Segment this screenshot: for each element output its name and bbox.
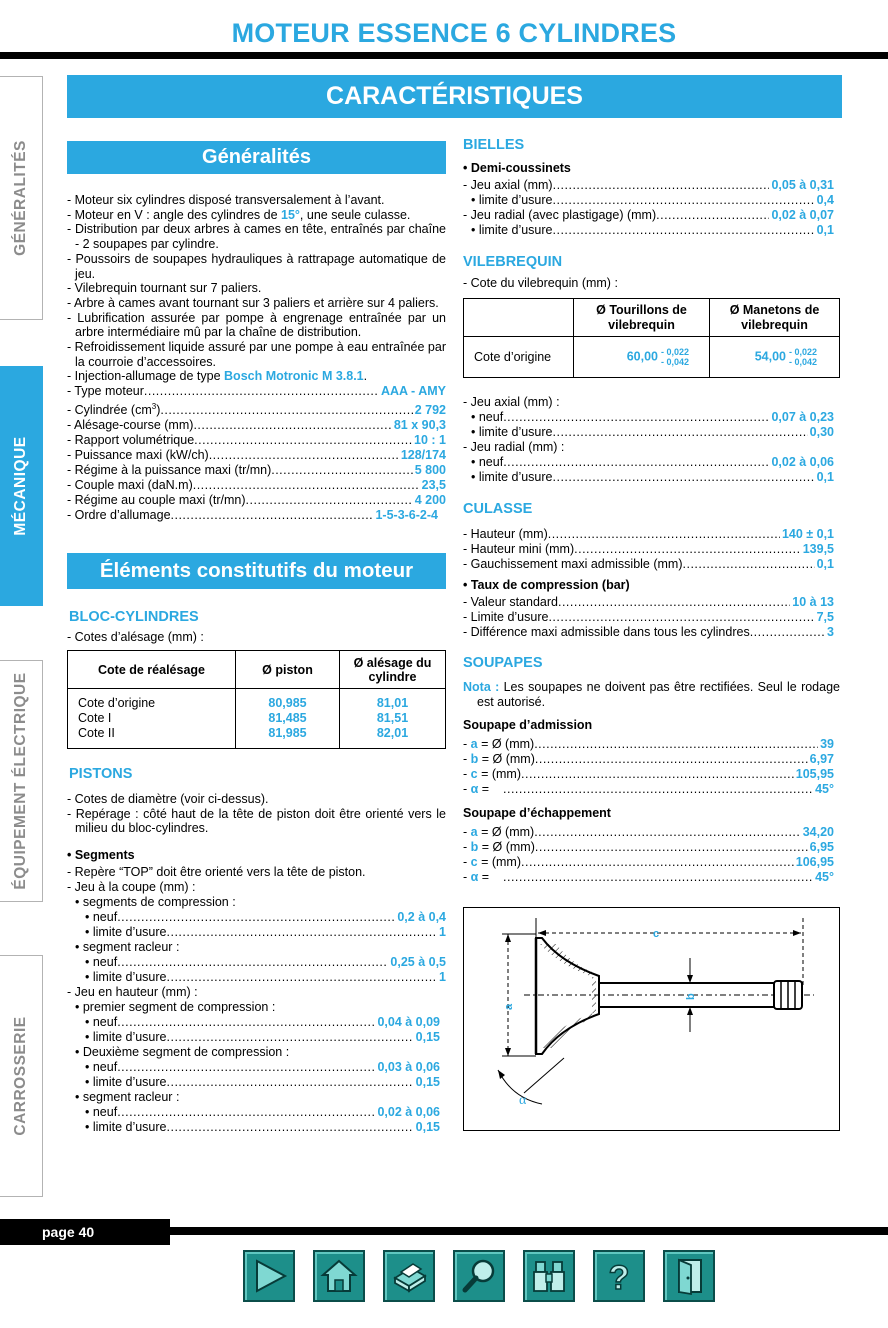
alesage-cell: 81,01 81,51 82,01 <box>340 689 446 749</box>
label-alpha: α <box>519 1093 527 1108</box>
page-number: page 40 <box>0 1219 170 1245</box>
segments-title: • Segments <box>67 848 135 863</box>
side-tab-label: ÉQUIPEMENT ÉLECTRIQUE <box>12 672 29 890</box>
soupapes-section <box>463 655 840 885</box>
spec-row: • limite d’usure ..... 0,15 <box>67 1030 446 1045</box>
vilebrequin-title: VILEBREQUIN <box>463 254 563 270</box>
th-tourillons: Ø Tourillons de vilebrequin <box>574 299 710 337</box>
gen-line: - Refroidissement liquide assuré par une pompe à eau entraînée par la courroie d’accessoires. <box>67 340 446 369</box>
spec-row: - α = ..... 45° <box>463 782 840 797</box>
spec-row: - c = (mm) ..... 105,95 <box>463 767 840 782</box>
manetons-value: 54,00 - 0,022 - 0,042 <box>710 337 840 378</box>
bloc-title: BLOC-CYLINDRES <box>69 609 199 625</box>
search-button[interactable] <box>453 1250 505 1302</box>
generalites-body <box>67 193 446 523</box>
label-a: a <box>503 1003 515 1010</box>
gen-line: - Moteur six cylindres disposé transversalement à l’avant. <box>67 193 385 207</box>
piston-sub: • segment racleur : <box>75 1090 180 1105</box>
esc-title: Soupape d’échappement <box>463 806 611 821</box>
bielles-title: BIELLES <box>463 137 525 153</box>
spec-row: • neuf ..... 0,07 à 0,23 <box>463 410 840 425</box>
valve-diagram <box>463 907 840 1131</box>
culasse-section <box>463 501 840 640</box>
next-page-button[interactable] <box>243 1250 295 1302</box>
piston-sub: • premier segment de compression : <box>75 1000 276 1015</box>
spec-row: • neuf ..... 0,03 à 0,06 <box>67 1060 446 1075</box>
spec-row: - Couple maxi (daN.m) ..... 23,5 <box>67 478 446 493</box>
side-tab-mecanique[interactable] <box>0 366 43 606</box>
generalites-heading: Généralités <box>67 141 446 174</box>
top-rule <box>0 52 888 59</box>
culasse-sub: • Taux de compression (bar) <box>463 578 630 592</box>
next-arrow-icon <box>249 1256 289 1296</box>
find-button[interactable] <box>523 1250 575 1302</box>
piston-cell: 80,985 81,485 81,985 <box>236 689 340 749</box>
piston-line: - Jeu à la coupe (mm) : <box>67 880 196 895</box>
vilebrequin-line: - Jeu radial (mm) : <box>463 440 565 454</box>
label-c: c <box>652 928 660 940</box>
gen-line: - Distribution par deux arbres à cames en tête, entraînés par chaîne - 2 soupapes par cylindre. <box>67 222 446 252</box>
piston-line: - Repère “TOP” doit être orienté vers la tête de piston. <box>67 865 366 880</box>
spec-row: - α = ..... 45° <box>463 870 840 885</box>
vilebrequin-row-label: Cote d’origine <box>464 337 574 378</box>
spec-row: • limite d’usure ..... 0,15 <box>67 1075 446 1090</box>
svg-text:?: ? <box>608 1259 630 1296</box>
cote-cell: Cote d’origine Cote I Cote II <box>68 689 236 749</box>
spec-row: - b = Ø (mm) ..... 6,95 <box>463 840 840 855</box>
bloc-table <box>67 650 446 749</box>
culasse-title: CULASSE <box>463 501 533 517</box>
th-alesage: Ø alésage du cylindre <box>340 651 446 689</box>
gen-line: - Vilebrequin tournant sur 7 paliers. <box>67 281 262 296</box>
gen-line: - Moteur en V : angle des cylindres de 15°, une seule culasse. <box>67 207 411 222</box>
side-tab-equipement-electrique[interactable] <box>0 660 43 902</box>
vilebrequin-intro: - Cote du vilebrequin (mm) : <box>463 276 618 290</box>
spec-row: • limite d’usure ..... 0,1 <box>463 470 840 485</box>
spec-row: - Régime à la puissance maxi (tr/mn) ..... 5 800 <box>67 463 446 478</box>
spec-row: • limite d’usure ..... 0,30 <box>463 425 840 440</box>
valve-drawing <box>464 908 839 1130</box>
side-tab-carrosserie[interactable] <box>0 955 43 1197</box>
spec-row: - Différence maxi admissible dans tous les cylindres ..... 3 <box>463 625 840 640</box>
vilebrequin-section <box>463 254 840 485</box>
spec-row: - b = Ø (mm) ..... 6,97 <box>463 752 840 767</box>
spec-row: • limite d’usure ..... 1 <box>67 970 446 985</box>
spec-row: - Rapport volumétrique ..... 10 : 1 <box>67 433 446 448</box>
bloc-intro: - Cotes d’alésage (mm) : <box>67 630 204 644</box>
spec-row: - Limite d’usure ..... 7,5 <box>463 610 840 625</box>
side-tab-label: MÉCANIQUE <box>12 436 29 536</box>
piston-line: - Jeu en hauteur (mm) : <box>67 985 198 1000</box>
spec-row: - a = Ø (mm) ..... 34,20 <box>463 825 840 840</box>
spec-row: - Ordre d’allumage ..... 1-5-3-6-2-4 <box>67 508 446 523</box>
th-piston: Ø piston <box>236 651 340 689</box>
pistons-section <box>67 766 446 1135</box>
vilebrequin-line: - Jeu axial (mm) : <box>463 395 560 409</box>
spec-row: - Puissance maxi (kW/ch) ..... 128/174 <box>67 448 446 463</box>
soupapes-title: SOUPAPES <box>463 655 543 671</box>
gen-line: - Arbre à cames avant tournant sur 3 paliers et arrière sur 4 paliers. <box>67 295 439 310</box>
spec-row: • neuf ..... 0,02 à 0,06 <box>463 455 840 470</box>
spec-row: • limite d’usure ..... 0,4 <box>463 193 840 208</box>
print-button[interactable] <box>383 1250 435 1302</box>
spec-row: - c = (mm) ..... 106,95 <box>463 855 840 870</box>
elements-heading: Éléments constitutifs du moteur <box>67 553 446 589</box>
page-title: MOTEUR ESSENCE 6 CYLINDRES <box>231 18 677 48</box>
gen-line: - Poussoirs de soupapes hydrauliques à rattrapage automatique de jeu. <box>67 251 446 281</box>
spec-row: • limite d’usure ..... 1 <box>67 925 446 940</box>
gen-line: - Lubrification assurée par pompe à engrenage entraînée par un arbre intermédiaire mû par la chaîne de distribution. <box>67 310 446 340</box>
spec-row: • neuf ..... 0,25 à 0,5 <box>67 955 446 970</box>
side-tab-generalites[interactable] <box>0 76 43 320</box>
spec-row: - Cylindrée $(cm^3)$ ..... 2 792 <box>67 399 446 418</box>
spec-row: - Hauteur mini (mm) ..... 139,5 <box>463 542 840 557</box>
magnifier-icon <box>459 1256 499 1296</box>
label-b: b <box>685 993 697 1000</box>
spec-row: • neuf ..... 0,2 à 0,4 <box>67 910 446 925</box>
home-button[interactable] <box>313 1250 365 1302</box>
printer-icon <box>389 1256 429 1296</box>
binoculars-icon <box>529 1256 569 1296</box>
spec-row: • neuf ..... 0,04 à 0,09 <box>67 1015 446 1030</box>
spec-row: - Hauteur (mm) ..... 140 ± 0,1 <box>463 527 840 542</box>
exit-button[interactable] <box>663 1250 715 1302</box>
tourillons-value: 60,00 - 0,022 - 0,042 <box>574 337 710 378</box>
side-tab-label: CARROSSERIE <box>12 1016 29 1136</box>
spec-row: • neuf ..... 0,02 à 0,06 <box>67 1105 446 1120</box>
adm-title: Soupape d’admission <box>463 718 593 733</box>
soupapes-nota: Nota : Les soupapes ne doivent pas être rectifiées. Seul le rodage est autorisé. <box>463 680 840 709</box>
gen-spec-list <box>67 384 446 523</box>
piston-sub: • segments de compression : <box>75 895 236 910</box>
piston-line: - Repérage : côté haut de la tête de piston doit être orienté vers le milieu du bloc-cylindres. <box>67 806 446 836</box>
gen-line: - Injection-allumage de type Bosch Motronic M 3.8.1. <box>67 369 368 384</box>
bielles-sub: • Demi-coussinets <box>463 161 571 175</box>
bloc-cylindres-section <box>67 609 446 749</box>
piston-sub: • segment racleur : <box>75 940 180 955</box>
spec-row: - Régime au couple maxi (tr/mn) ..... 4 200 <box>67 493 446 508</box>
vilebrequin-table <box>463 298 840 378</box>
home-icon <box>319 1256 359 1296</box>
help-button[interactable] <box>593 1250 645 1302</box>
th-cote: Cote de réalésage <box>68 651 236 689</box>
spec-row: - Jeu radial (avec plastigage) (mm) ..... 0,02 à 0,07 <box>463 208 840 223</box>
pistons-title: PISTONS <box>69 766 133 782</box>
piston-sub: • Deuxième segment de compression : <box>75 1045 290 1060</box>
spec-row: - Gauchissement maxi admissible (mm) ..... 0,1 <box>463 557 840 572</box>
spec-row: - Type moteur ..... AAA - AMY <box>67 384 446 399</box>
piston-line: - Cotes de diamètre (voir ci-dessus). <box>67 792 269 806</box>
spec-row: - Alésage-course (mm) ..... 81 x 90,3 <box>67 418 446 433</box>
bielles-section <box>463 137 840 238</box>
spec-row: - a = Ø (mm) ..... 39 <box>463 737 840 752</box>
footer-rule <box>170 1227 888 1235</box>
spec-row: • limite d’usure ..... 0,1 <box>463 223 840 238</box>
spec-row: - Jeu axial (mm) ..... 0,05 à 0,31 <box>463 178 840 193</box>
help-icon <box>599 1256 639 1296</box>
th-manetons: Ø Manetons de vilebrequin <box>710 299 840 337</box>
spec-row: • limite d’usure ..... 0,15 <box>67 1120 446 1135</box>
th-empty <box>464 299 574 337</box>
section-banner: CARACTÉRISTIQUES <box>67 75 842 118</box>
exit-door-icon <box>669 1256 709 1296</box>
spec-row: - Valeur standard ..... 10 à 13 <box>463 595 840 610</box>
side-tab-label: GÉNÉRALITÉS <box>12 140 29 256</box>
